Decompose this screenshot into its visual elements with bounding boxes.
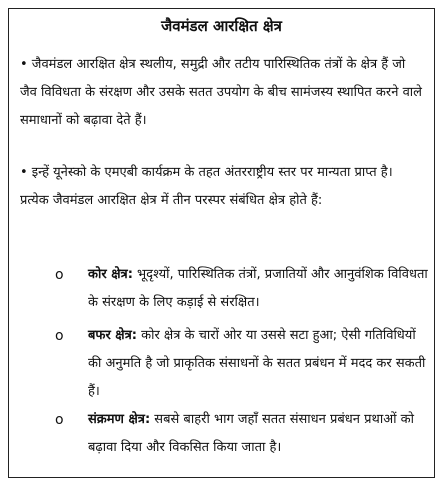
zone-term: बफर क्षेत्र: [88,328,137,343]
paragraph-recognition: • इन्हें यूनेस्को के एमएबी कार्यक्रम के तहत अंतरराष्ट्रीय स्तर पर मान्यता प्राप्त है। प्रत्येक जैवमंडल आरक्षित क्षेत्र में तीन परस्पर संबंधित क्षेत्र होते हैं: [20,165,393,208]
zone-description: भूदृश्यों, पारिस्थितिक तंत्रों, प्रजातियों और आनुवंशिक विविधता के संरक्षण के लिए कड़ाई से संरक्षित। [88,267,428,310]
box-title: जैवमंडल आरक्षित क्षेत्र [161,17,282,35]
hollow-bullet-icon: o [55,267,64,283]
zone-text [88,261,433,317]
zone-text [88,406,433,462]
zone-description: सबसे बाहरी भाग जहाँ सतत संसाधन प्रबंधन प्रथाओं को बढ़ावा दिया और विकसित किया जाता है। [88,412,414,455]
zone-term: संक्रमण क्षेत्र: [88,412,151,427]
hollow-bullet-icon: o [55,328,64,344]
zone-text [88,322,433,406]
paragraph-definition: • जैवमंडल आरक्षित क्षेत्र स्थलीय, समुद्री और तटीय पारिस्थितिक तंत्रों के क्षेत्र हैं जो जैव विविधता के संरक्षण और उसके सतत उपयोग के बीच सामंजस्य स्थापित करने वाले समाधानों को बढ़ावा देते हैं। [20,57,422,128]
info-box [8,8,435,478]
zone-description: कोर क्षेत्र के चारों ओर या उससे सटा हुआ; ऐसी गतिविधियों की अनुमति है जो प्राकृतिक संसाधनों के सतत प्रबंधन में मदद कर सकती हैं। [88,328,426,399]
hollow-bullet-icon: o [55,412,64,428]
zone-term: कोर क्षेत्र: [88,267,133,282]
